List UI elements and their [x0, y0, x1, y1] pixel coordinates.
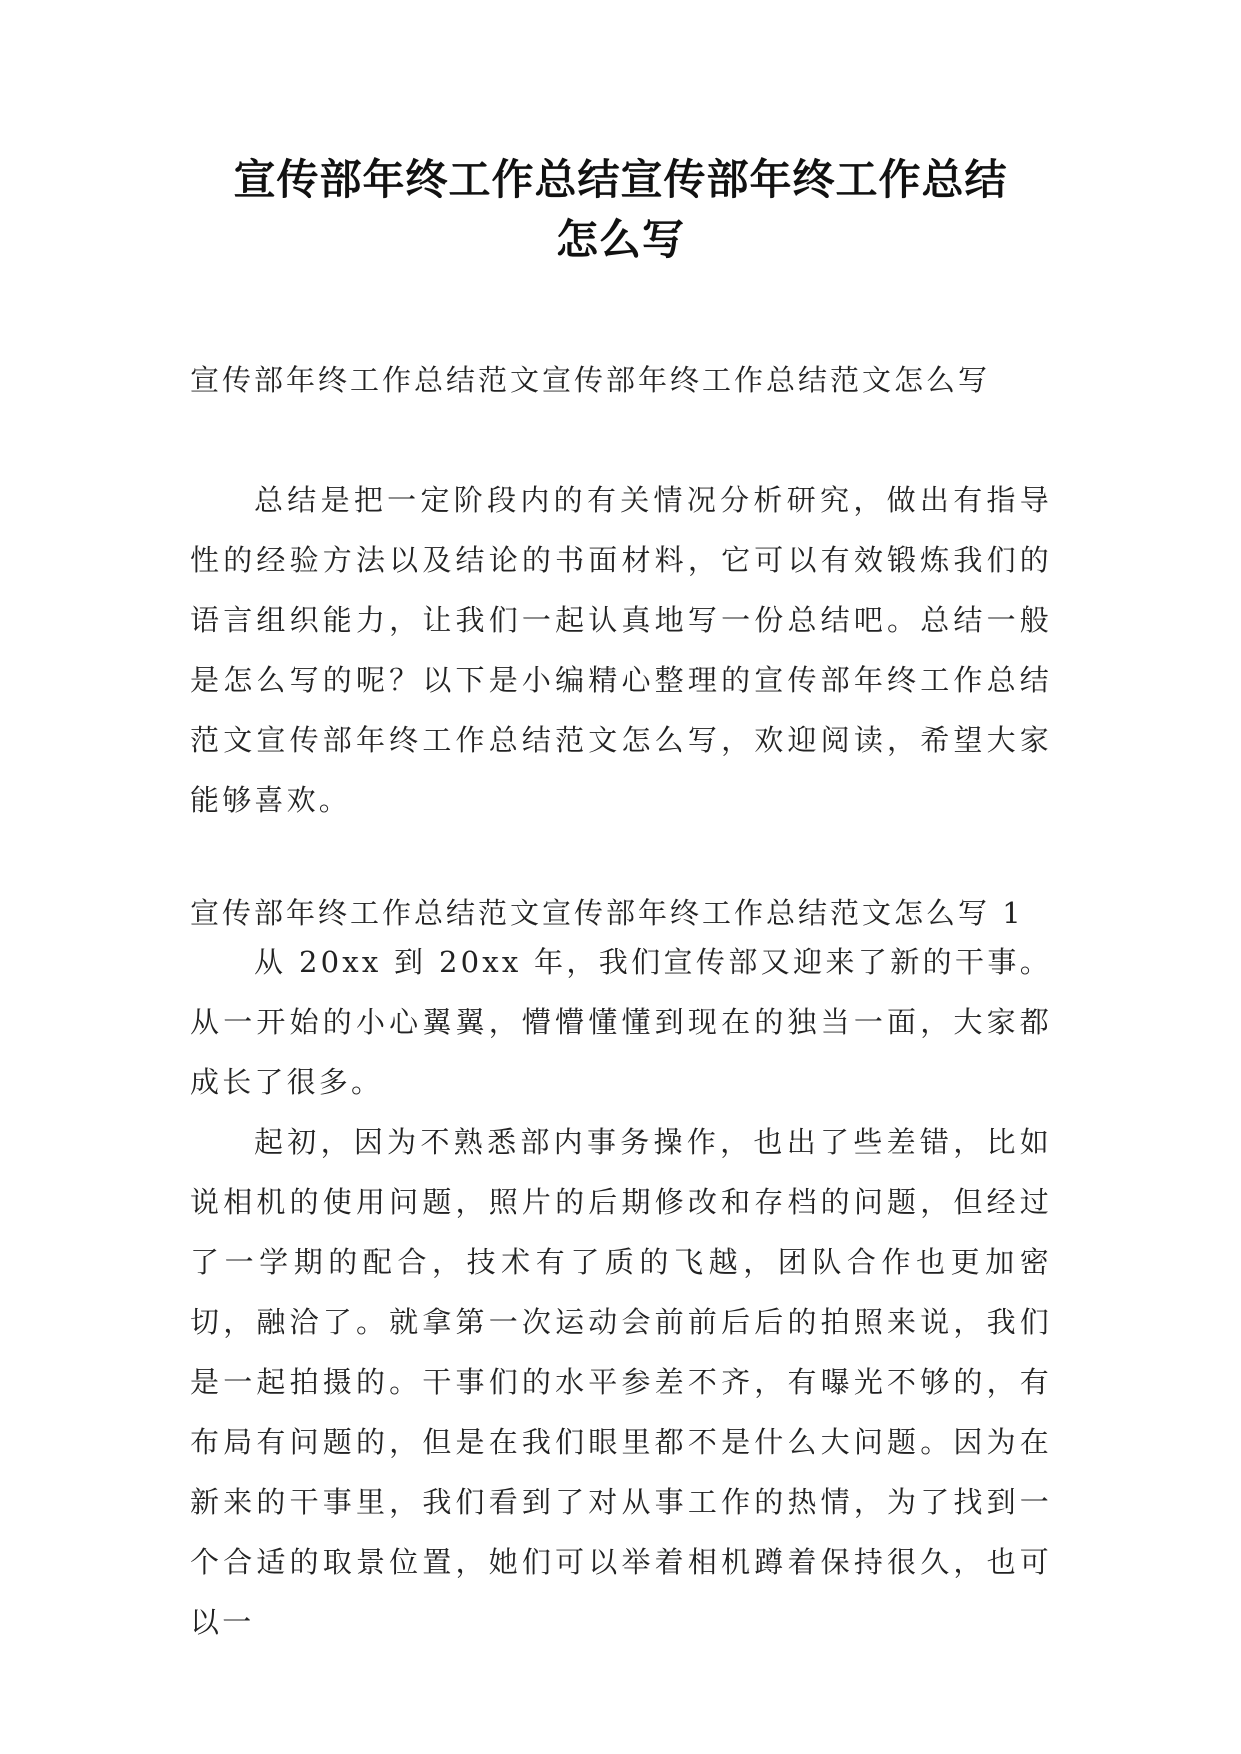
document-title [150, 150, 1091, 270]
body-paragraph: 起初，因为不熟悉部内事务操作，也出了些差错，比如说相机的使用问题，照片的后期修改和存档的问题，但经过了一学期的配合，技术有了质的飞越，团队合作也更加密切，融洽了。就拿第一次运动会前前后后的拍照来说，我们是一起拍摄的。干事们的水平参差不齐，有曝光不够的，有布局有问题的，但是在我们眼里都不是什么大问题。因为在新来的干事里，我们看到了对从事工作的热情，为了找到一个合适的取景位置，她们可以举着相机蹲着保持很久，也可以一 [190, 1125, 1052, 1639]
title-line-2: 怎么写 [555, 215, 685, 264]
section-body [190, 932, 1052, 1652]
section-heading: 宣传部年终工作总结范文宣传部年终工作总结范文怎么写 1 [190, 896, 1024, 930]
title-line-1: 宣传部年终工作总结宣传部年终工作总结 [233, 155, 1008, 204]
intro-section [190, 470, 1052, 830]
document-subtitle: 宣传部年终工作总结范文宣传部年终工作总结范文怎么写 [190, 363, 991, 397]
intro-paragraph: 总结是把一定阶段内的有关情况分析研究，做出有指导性的经验方法以及结论的书面材料，它可以有效锻炼我们的语言组织能力，让我们一起认真地写一份总结吧。总结一般是怎么写的呢？以下是小编精心整理的宣传部年终工作总结范文宣传部年终工作总结范文怎么写，欢迎阅读，希望大家能够喜欢。 [190, 483, 1052, 817]
body-paragraph: 从 20xx 到 20xx 年，我们宣传部又迎来了新的干事。从一开始的小心翼翼，懵懵懂懂到现在的独当一面，大家都成长了很多。 [190, 945, 1052, 1099]
